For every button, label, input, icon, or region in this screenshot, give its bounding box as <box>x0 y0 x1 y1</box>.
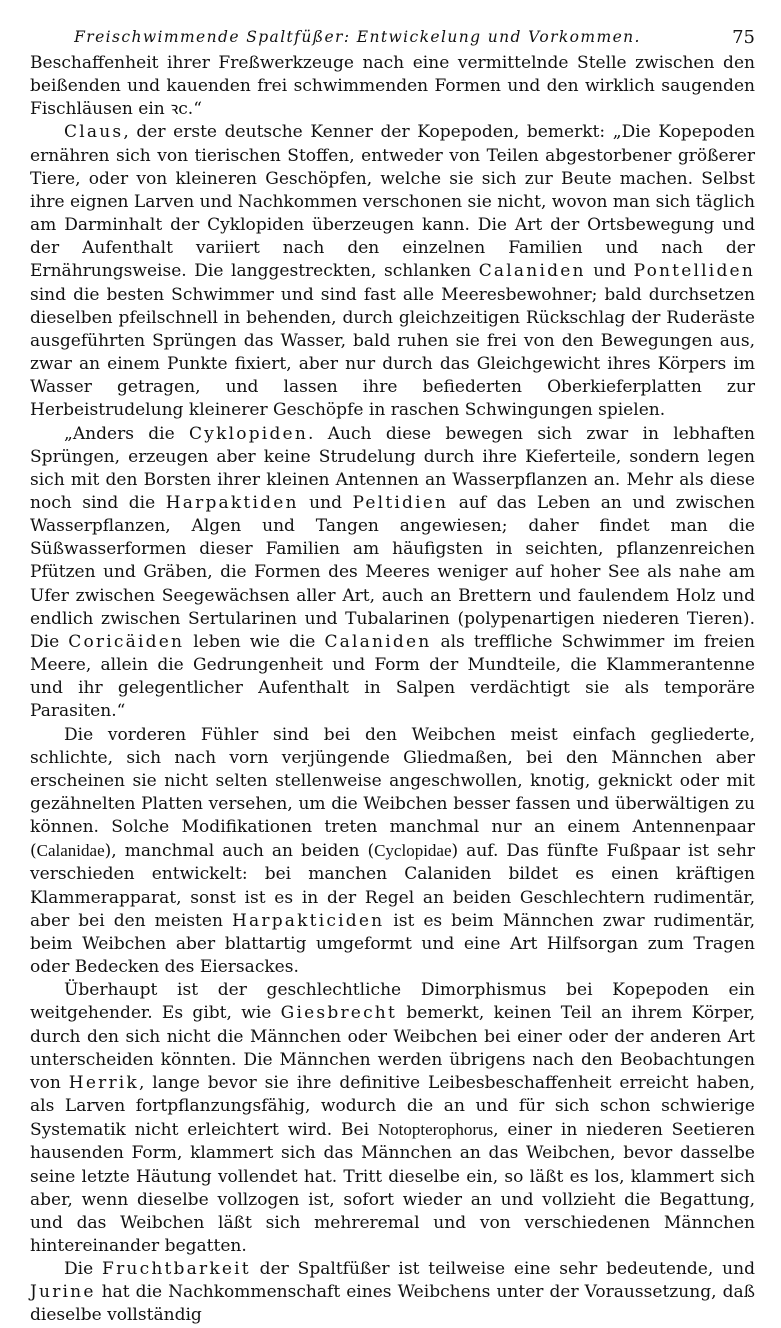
term-cyklopiden: Cyklopiden <box>189 423 309 444</box>
running-title: Freischwimmende Spaltfüßer: Entwickelung und Vorkommen. <box>74 28 641 46</box>
paragraph-6-text-3: hat die Nachkommenschaft eines Weibchens unter der Voraussetzung, daß dieselbe vollständig <box>30 1282 755 1326</box>
paragraph-2 <box>30 121 755 422</box>
paragraph-3-text-3: und <box>298 492 353 513</box>
name-giesbrecht: Giesbrecht <box>280 1003 398 1024</box>
term-harpakticiden: Harpakticiden <box>231 910 385 931</box>
body-text <box>30 52 755 1328</box>
paragraph-3-text-2: . Auch diese bewegen sich zwar in lebhaften Sprüngen, erzeugen aber keine Strudelung durch ihre Kieferteile, sondern legen sich mit den Borsten ihrer kleinen Antennen an Wasserpflanzen an. Mehr als diese noch sind die <box>30 423 755 513</box>
name-jurine: Jurine <box>30 1282 96 1303</box>
paragraph-2-text-1: , der erste deutsche Kenner der Kopepoden, bemerkt: „Die Kopepoden ernähren sich von tierischen Stoffen, entweder von Teilen abgestorbener größerer Tiere, oder von kleineren Geschöpfen, welche sie sich zur Beute machen. Selbst ihre eignen Larven und Nachkommen verschonen sie nicht, wovon man sich täglich am Darminhalt der Cyklopiden überzeugen kann. Die Art der Ortsbewegung und der Aufenthalt variiert nach den einzelnen Familien und nach der Ernährungsweise. Die langgestreckten, schlanken <box>30 122 755 282</box>
paragraph-5-text-2: bemerkt, keinen Teil an ihrem Körper, durch den sich nicht die Männchen oder Weibchen bei einer oder der anderen Art unterscheiden könnten. Die Männchen werden übrigens nach den Beobachtungen von <box>30 1003 755 1093</box>
paragraph-3-text-6: als treffliche Schwimmer im freien Meere, allein die Gedrungenheit und Form der Mundteile, die Klammerantenne und ihr gelegentlicher Aufenthalt in Salpen verdächtigt sie als temporäre Parasiten.“ <box>30 631 755 722</box>
term-coricaeiden: Coricäiden <box>68 631 185 652</box>
paragraph-4-text-2: ), manchmal auch an beiden ( <box>104 841 375 862</box>
paragraph-1 <box>30 52 755 121</box>
paragraph-2-text-2: und <box>585 261 634 282</box>
paragraph-6-text-1: Die <box>64 1259 103 1280</box>
paragraph-3-text-5: leben wie die <box>184 631 325 652</box>
book-page <box>30 22 756 1326</box>
term-calaniden: Calaniden <box>478 261 586 282</box>
term-cyclopidae: Cyclopidae <box>374 841 452 861</box>
paragraph-2-text-3: sind die besten Schwimmer und sind fast alle Meeresbewohner; bald durchsetzen dieselben pfeilschnell in behenden, durch gleichzeitigen Rückschlag der Ruderäste ausgeführten Sprüngen das Wasser, bald ruhen sie frei von den Bewegungen aus, zwar an einem Punkte fixiert, aber nur durch das Gleichgewicht ihres Körpers im Wasser getragen, und lassen ihre befiederten Oberkieferplatten zur Herbeistrudelung kleinerer Geschöpfe in raschen Schwingungen spielen. <box>30 284 755 421</box>
paragraph-6 <box>30 1258 755 1327</box>
term-notopterophorus: Notopterophorus <box>377 1120 494 1140</box>
term-pontelliden: Pontelliden <box>633 261 755 282</box>
name-herrik: Herrik <box>68 1072 139 1093</box>
paragraph-5-text-1: Überhaupt ist der geschlechtliche Dimorphismus bei Kopepoden ein weitgehender. Es gibt, wie <box>30 980 755 1024</box>
term-fruchtbarkeit: Fruchtbarkeit <box>102 1259 251 1280</box>
paragraph-4-text-3: ) auf. Das fünfte Fußpaar ist sehr verschieden entwickelt: bei manchen Calaniden bildet es einen kräftigen Klammerapparat, sonst ist es in der Regel an beiden Geschlechtern rudimentär, aber bei den meisten <box>30 841 755 931</box>
term-harpaktiden: Harpaktiden <box>165 492 299 513</box>
name-claus: Claus <box>64 122 124 143</box>
paragraph-3-text-1: „Anders die <box>64 423 190 444</box>
paragraph-4 <box>30 724 755 980</box>
term-calaniden-2: Calaniden <box>324 631 432 652</box>
paragraph-3-text-4: auf das Leben an und zwischen Wasserpflanzen, Algen und Tangen angewiesen; daher findet man die Süßwasserformen dieser Familien am häufigsten in seichten, pflanzenreichen Pfützen und Gräben, die Formen des Meeres weniger auf hoher See als nahe am Ufer zwischen Seegewächsen aller Art, auch an Brettern und faulendem Holz und endlich zwischen Sertularinen und Tubalarinen (polypenartigen niederen Tieren). Die <box>30 492 755 652</box>
paragraph-5 <box>30 979 755 1258</box>
paragraph-5-text-3: , lange bevor sie ihre definitive Leibesbeschaffenheit erreicht haben, als Larven fortpflanzungsfähig, wodurch die an und für sich schon schwierige Systematik nicht erleichtert wird. Bei <box>30 1072 756 1141</box>
paragraph-3 <box>30 423 755 724</box>
paragraph-6-text-2: der Spaltfüßer ist teilweise eine sehr bedeutende, und <box>250 1259 755 1280</box>
paragraph-1-text: Beschaffenheit ihrer Freßwerkzeuge nach eine vermittelnde Stelle zwischen den beißenden und kauenden frei schwimmenden Formen und den wirklich saugenden Fischläusen ein ꝛc.“ <box>30 53 755 120</box>
page-number: 75 <box>732 27 755 48</box>
term-calanidae: Calanidae <box>36 841 105 861</box>
paragraph-5-text-4: , einer in niederen Seetieren hausenden Form, klammert sich das Männchen an das Weibchen, bevor dasselbe seine letzte Häutung vollendet hat. Tritt dieselbe ein, so läßt es los, klammert sich aber, wenn dieselbe vollzogen ist, sofort wieder an und vollzieht die Begattung, und das Weibchen läßt sich mehreremal und von verschiedenen Männchen hintereinander begatten. <box>30 1120 755 1256</box>
term-peltidien: Peltidien <box>352 492 449 513</box>
page-header <box>30 22 755 52</box>
paragraph-4-text-1: Die vorderen Fühler sind bei den Weibchen meist einfach gegliederte, schlichte, sich nach vorn verjüngende Gliedmaßen, bei den Männchen aber erscheinen sie nicht selten stellenweise angeschwollen, knotig, geknickt oder mit gezähnelten Platten versehen, um die Weibchen besser fassen und überwältigen zu können. Solche Modifikationen treten manchmal nur an einem Antennenpaar ( <box>30 724 755 862</box>
paragraph-4-text-4: ist es beim Männchen zwar rudimentär, beim Weibchen aber blattartig umgeformt und eine Art Hilfsorgan zum Tragen oder Bedecken des Eiersackes. <box>30 910 755 978</box>
